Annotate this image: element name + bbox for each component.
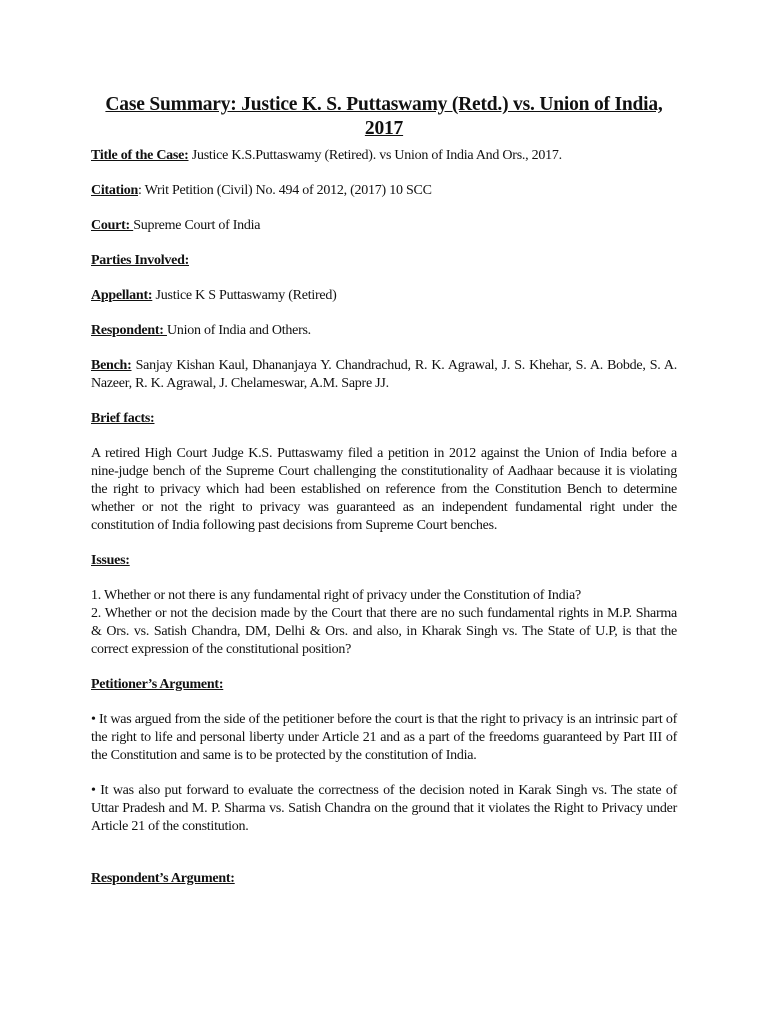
petitioner-argument: • It was also put forward to evaluate the correctness of the decision noted in Karak Singh vs. The state of Uttar Pradesh and M. P. Sharma vs. Satish Chandra on the ground that it violates the Right to Privacy under Article 21 of the constitution. [91,783,677,834]
bench-label: Bench: [91,358,132,373]
citation-label: Citation [91,183,138,198]
petitioner-heading-text: Petitioner’s Argument: [91,677,224,692]
document-title: Case Summary: Justice K. S. Puttaswamy (Retd.) vs. Union of India, 2017 [105,94,663,139]
parties-heading-text: Parties Involved: [91,253,190,268]
petitioner-heading [91,676,677,694]
bench-text: Sanjay Kishan Kaul, Dhananjaya Y. Chandrachud, R. K. Agrawal, J. S. Khehar, S. A. Bobde, S. A. Nazeer, R. K. Agrawal, J. Chelameswar, A.M. Sapre JJ. [91,358,677,391]
court-label: Court: [91,218,134,233]
respondent-label: Respondent: [91,323,167,338]
court [91,217,677,235]
title-of-case-text: Justice K.S.Puttaswamy (Retired). vs Union of India And Ors., 2017. [188,148,562,163]
respondent-heading-text: Respondent’s Argument: [91,871,235,886]
issue-item: 2. Whether or not the decision made by the Court that there are no such fundamental rights in M.P. Sharma & Ors. vs. Satish Chandra, DM, Delhi & Ors. and also, in Kharak Singh vs. The State of U.P, is that the correct expression of the constitutional position? [91,606,677,657]
brief-facts-heading [91,410,677,428]
brief-facts-paragraph: A retired High Court Judge K.S. Puttaswamy filed a petition in 2012 against the Union of India before a nine-judge bench of the Supreme Court challenging the constitutionality of Aadhaar because it is violating the right to privacy which had been established on reference from the Constitution Bench to determine whether or not the right to privacy was guaranteed as an independent fundamental right under the constitution of India following past decisions from Supreme Court benches. [91,446,677,533]
appellant-text: Justice K S Puttaswamy (Retired) [152,288,337,303]
bench [91,357,677,393]
court-text: Supreme Court of India [133,218,261,233]
petitioner-argument: • It was argued from the side of the petitioner before the court is that the right to privacy is an intrinsic part of the right to life and personal liberty under Article 21 and as a part of the freedoms guaranteed by Part III of the Constitution and same is to be protected by the constitution of India. [91,712,677,763]
title-of-case [91,147,677,165]
citation-text: : Writ Petition (Civil) No. 494 of 2012, (2017) 10 SCC [138,183,432,198]
issues-heading-text: Issues: [91,553,130,568]
title-of-case-label: Title of the Case: [91,148,189,163]
respondent-text: Union of India and Others. [166,323,311,338]
parties-heading [91,252,677,270]
brief-facts-heading-text: Brief facts: [91,411,155,426]
appellant-label: Appellant: [91,288,153,303]
citation [91,182,677,200]
issue-item: 1. Whether or not there is any fundamental right of privacy under the Constitution of India? [91,588,581,603]
respondent [91,322,677,340]
issues-heading [91,552,677,570]
respondent-heading [91,870,677,888]
appellant [91,287,677,305]
